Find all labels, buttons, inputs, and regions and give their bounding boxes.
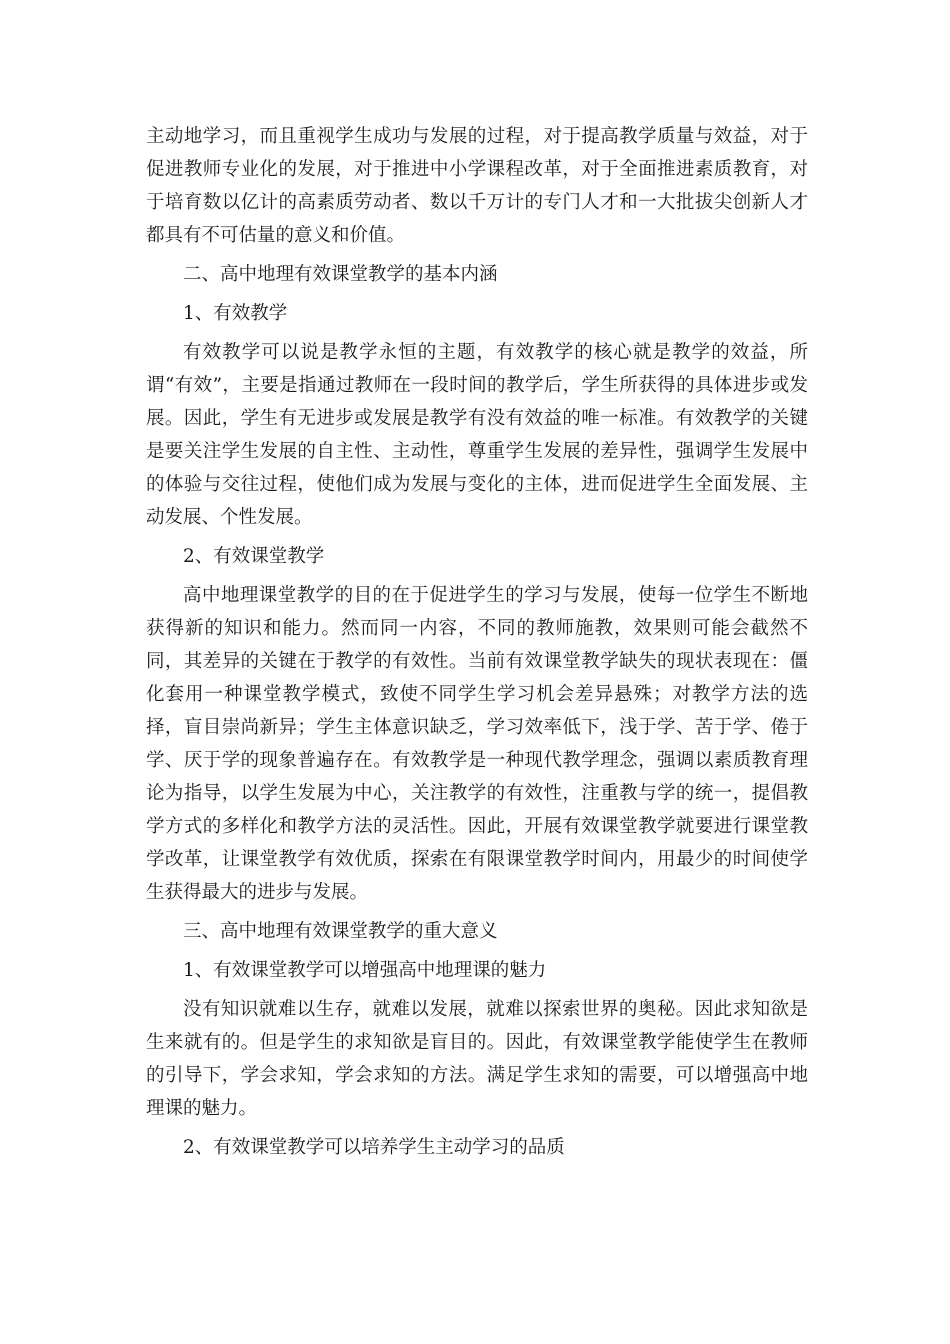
subsection-heading: 2、有效课堂教学	[183, 546, 325, 567]
section-heading: 三、高中地理有效课堂教学的重大意义	[183, 921, 498, 942]
subsection-heading: 1、有效教学	[183, 303, 288, 324]
subsection-heading: 1、有效课堂教学可以增强高中地理课的魅力	[183, 960, 547, 981]
body-paragraph: 没有知识就难以生存，就难以发展，就难以探索世界的奥秘。因此求知欲是生来就有的。但是学生的求知欲是盲目的。因此，有效课堂教学能使学生在教师的引导下，学会求知，学会求知的方法。满足学生求知的需要，可以增强高中地理课的魅力。	[146, 999, 808, 1119]
subsection-heading: 2、有效课堂教学可以培养学生主动学习的品质	[183, 1137, 565, 1158]
body-paragraph: 高中地理课堂教学的目的在于促进学生的学习与发展，使每一位学生不断地获得新的知识和能力。然而同一内容，不同的教师施教，效果则可能会截然不同，其差异的关键在于教学的有效性。当前有效课堂教学缺失的现状表现在：僵化套用一种课堂教学模式，致使不同学生学习机会差异悬殊；对教学方法的选择，盲目崇尚新异；学生主体意识缺乏，学习效率低下，浅于学、苦于学、倦于学、厌于学的现象普遍存在。有效教学是一种现代教学理念，强调以素质教育理论为指导，以学生发展为中心，关注教学的有效性，注重教与学的统一，提倡教学方式的多样化和教学方法的灵活性。因此，开展有效课堂教学就要进行课堂教学改革，让课堂教学有效优质，探索在有限课堂教学时间内，用最少的时间使学生获得最大的进步与发展。	[146, 585, 808, 903]
body-paragraph: 主动地学习，而且重视学生成功与发展的过程，对于提高教学质量与效益，对于促进教师专业化的发展，对于推进中小学课程改革，对于全面推进素质教育，对于培育数以亿计的高素质劳动者、数以千万计的专门人才和一大批拔尖创新人才都具有不可估量的意义和价值。	[146, 126, 808, 246]
document-body	[146, 120, 808, 1164]
body-paragraph: 有效教学可以说是教学永恒的主题，有效教学的核心就是教学的效益，所谓“有效”，主要是指通过教师在一段时间的教学后，学生所获得的具体进步或发展。因此，学生有无进步或发展是教学有没有效益的唯一标准。有效教学的关键是要关注学生发展的自主性、主动性，尊重学生发展的差异性，强调学生发展中的体验与交往过程，使他们成为发展与变化的主体，进而促进学生全面发展、主动发展、个性发展。	[146, 342, 808, 528]
section-heading: 二、高中地理有效课堂教学的基本内涵	[183, 264, 498, 285]
